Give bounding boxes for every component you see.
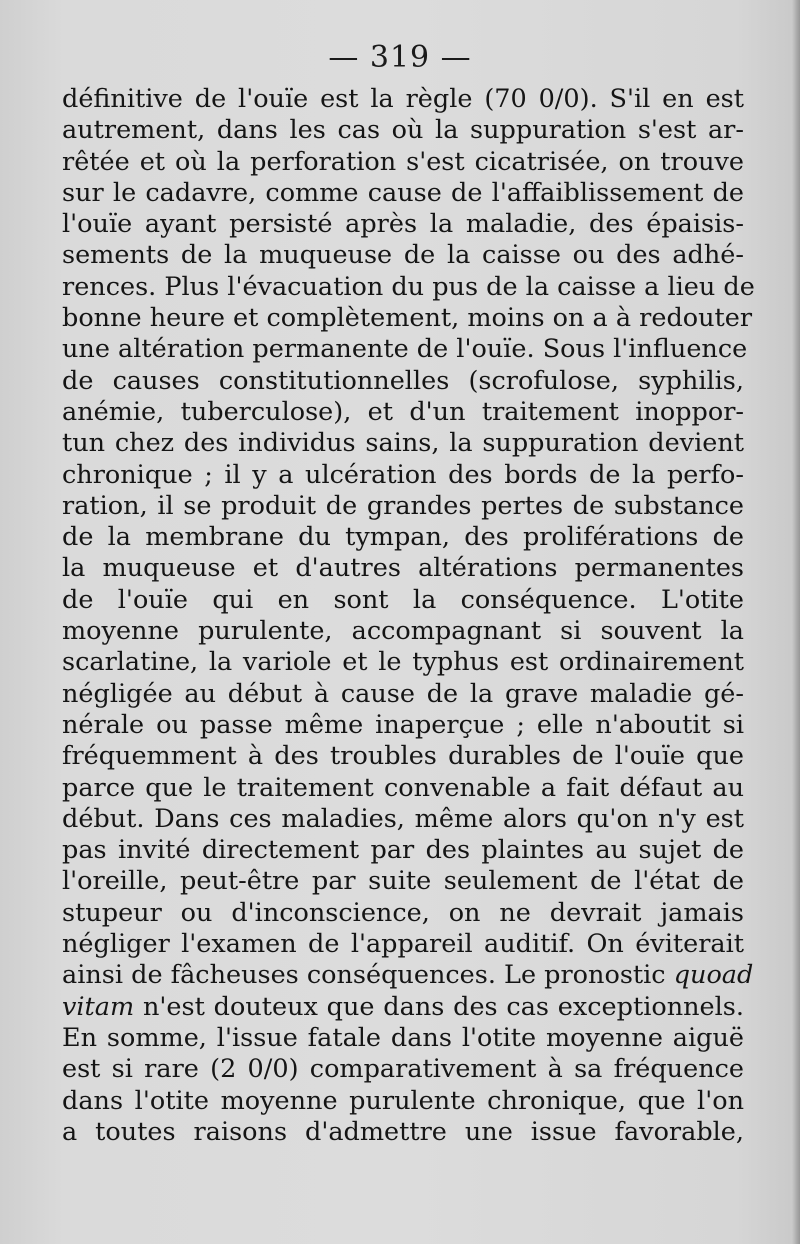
text-line: a toutes raisons d'admettre une issue favorable, [62, 1116, 744, 1147]
text-line: stupeur ou d'inconscience, on ne devrait jamais [62, 897, 744, 928]
text-line: autrement, dans les cas où la suppuration s'est ar- [62, 115, 744, 146]
text-line: ration, il se produit de grandes pertes de substance [62, 490, 744, 521]
page-number: — 319 — [328, 40, 472, 75]
text-segment: ainsi de fâcheuses conséquences. Le pronostic [62, 960, 666, 991]
text-line: fréquemment à des troubles durables de l'ouïe que [62, 741, 744, 772]
text-line: début. Dans ces maladies, même alors qu'on n'y est [62, 803, 744, 834]
italic-phrase: vitam [62, 991, 135, 1022]
text-line: définitive de l'ouïe est la règle (70 0/0). S'il en est [62, 84, 744, 114]
text-line: une altération permanente de l'ouïe. Sous l'influence [62, 334, 748, 365]
text-segment: n'est douteux que dans des cas exceptionnels. [143, 991, 744, 1022]
text-line: tun chez des individus sains, la suppuration devient [62, 428, 744, 459]
text-line: de la membrane du tympan, des proliférations de [62, 522, 744, 553]
text-line: l'oreille, peut-être par suite seulement de l'état de [62, 866, 744, 897]
text-line: sur le cadavre, comme cause de l'affaiblissement de [62, 177, 744, 208]
text-line: sements de la muqueuse de la caisse ou des adhé- [62, 240, 744, 271]
text-line: la muqueuse et d'autres altérations permanentes [62, 553, 744, 584]
text-line: moyenne purulente, accompagnant si souvent la [62, 616, 744, 647]
text-line: pas invité directement par des plaintes au sujet de [62, 835, 744, 866]
text-line: bonne heure et complètement, moins on a à redouter [62, 303, 753, 334]
text-line-with-italic [62, 960, 754, 991]
italic-phrase: quoad [673, 960, 754, 991]
text-line: chronique ; il y a ulcération des bords de la perfo- [62, 459, 744, 490]
text-line: En somme, l'issue fatale dans l'otite moyenne aiguë [62, 1022, 744, 1053]
text-line: rêtée et où la perforation s'est cicatrisée, on trouve [62, 146, 744, 177]
text-line: parce que le traitement convenable a fait défaut au [62, 772, 744, 803]
text-line: scarlatine, la variole et le typhus est ordinairement [62, 647, 744, 678]
text-line: de causes constitutionnelles (scrofulose, syphilis, [62, 365, 744, 396]
text-line: négligée au début à cause de la grave maladie gé- [62, 678, 744, 709]
text-line: anémie, tuberculose), et d'un traitement inoppor- [62, 396, 744, 427]
text-line: négliger l'examen de l'appareil auditif. On éviterait [62, 929, 744, 960]
body-text [62, 84, 755, 1148]
text-line-with-italic [62, 992, 744, 1023]
text-line: l'ouïe ayant persisté après la maladie, des épaisis- [62, 209, 744, 240]
text-line: dans l'otite moyenne purulente chronique, que l'on [62, 1085, 744, 1116]
text-line: nérale ou passe même inaperçue ; elle n'aboutit si [62, 709, 744, 740]
text-line: de l'ouïe qui en sont la conséquence. L'otite [62, 584, 744, 615]
text-line: est si rare (2 0/0) comparativement à sa fréquence [62, 1054, 744, 1085]
text-line: rences. Plus l'évacuation du pus de la caisse a lieu de [62, 271, 755, 302]
